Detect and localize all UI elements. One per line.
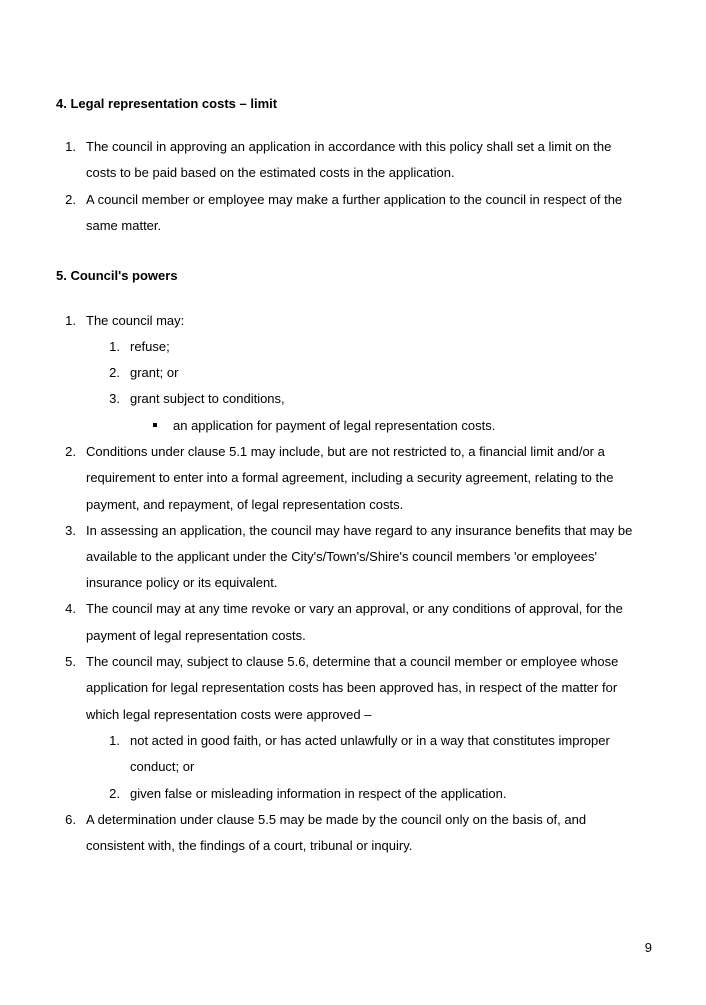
section-4-item-2-line-2: same matter. <box>86 218 162 233</box>
section-5-item-2-line-1: Conditions under clause 5.1 may include, but are not restricted to, a financial limit and/or a <box>86 444 605 459</box>
section-5-item-5-sub-1-line-1: not acted in good faith, or has acted unlawfully or in a way that constitutes improper <box>130 733 610 748</box>
square-bullet-icon <box>153 423 157 427</box>
section-5-item-4-line-1: The council may at any time revoke or vary an approval, or any conditions of approval, for the <box>86 601 623 616</box>
section-5-heading: 5. Council's powers <box>56 268 178 283</box>
section-5-item-3-line-3: insurance policy or its equivalent. <box>86 575 278 590</box>
section-4-item-2-number: 2. <box>65 192 76 207</box>
section-5-item-6-line-1: A determination under clause 5.5 may be made by the council only on the basis of, and <box>86 812 587 827</box>
section-5-item-6-number: 6. <box>65 812 76 827</box>
section-5-item-5-number: 5. <box>65 654 76 669</box>
section-5-item-1-sub-1-text: refuse; <box>130 339 170 354</box>
section-4-item-1-line-2: costs to be paid based on the estimated costs in the application. <box>86 165 455 180</box>
section-5-item-1-line: The council may: <box>86 313 185 328</box>
section-5-item-4-line-2: payment of legal representation costs. <box>86 628 306 643</box>
section-5-item-5-sub-1-line-2: conduct; or <box>130 759 195 774</box>
section-5-item-5-line-2: application for legal representation costs has been approved has, in respect of the matter for <box>86 680 618 695</box>
section-5-item-1-number: 1. <box>65 313 76 328</box>
section-5-item-3-line-1: In assessing an application, the council may have regard to any insurance benefits that may be <box>86 523 633 538</box>
section-5-item-5-sub-2-number: 2. <box>109 786 120 801</box>
section-5-item-1-sub-2-number: 2. <box>109 365 120 380</box>
section-5-item-1-sub-3-text: grant subject to conditions, <box>130 391 285 406</box>
section-5-item-3-number: 3. <box>65 523 76 538</box>
section-4-item-2-line-1: A council member or employee may make a further application to the council in respect of the <box>86 192 623 207</box>
section-5-item-5-line-3: which legal representation costs were approved – <box>86 707 372 722</box>
section-5-item-5-sub-2-line-1: given false or misleading information in respect of the application. <box>130 786 507 801</box>
section-5-item-3-line-2: available to the applicant under the City's/Town's/Shire's council members 'or employees' <box>86 549 597 564</box>
section-5-item-2-number: 2. <box>65 444 76 459</box>
section-5-item-1-sub-2-text: grant; or <box>130 365 179 380</box>
section-5-item-1-sub-3-number: 3. <box>109 391 120 406</box>
section-5-item-1-bullet-text: an application for payment of legal representation costs. <box>173 418 496 433</box>
section-5-item-4-number: 4. <box>65 601 76 616</box>
section-5-item-1-sub-1-number: 1. <box>109 339 120 354</box>
section-4-heading: 4. Legal representation costs – limit <box>56 96 278 111</box>
section-4-item-1-number: 1. <box>65 139 76 154</box>
section-4-item-1-line-1: The council in approving an application in accordance with this policy shall set a limit on the <box>86 139 612 154</box>
section-5-item-6-line-2: consistent with, the findings of a court, tribunal or inquiry. <box>86 838 413 853</box>
section-5-item-2-line-2: requirement to enter into a formal agreement, including a security agreement, relating to the <box>86 470 614 485</box>
section-5-item-2-line-3: payment, and repayment, of legal representation costs. <box>86 497 404 512</box>
section-5-item-5-sub-1-number: 1. <box>109 733 120 748</box>
page-number: 9 <box>644 940 652 955</box>
section-5-item-5-line-1: The council may, subject to clause 5.6, determine that a council member or employee whose <box>86 654 619 669</box>
